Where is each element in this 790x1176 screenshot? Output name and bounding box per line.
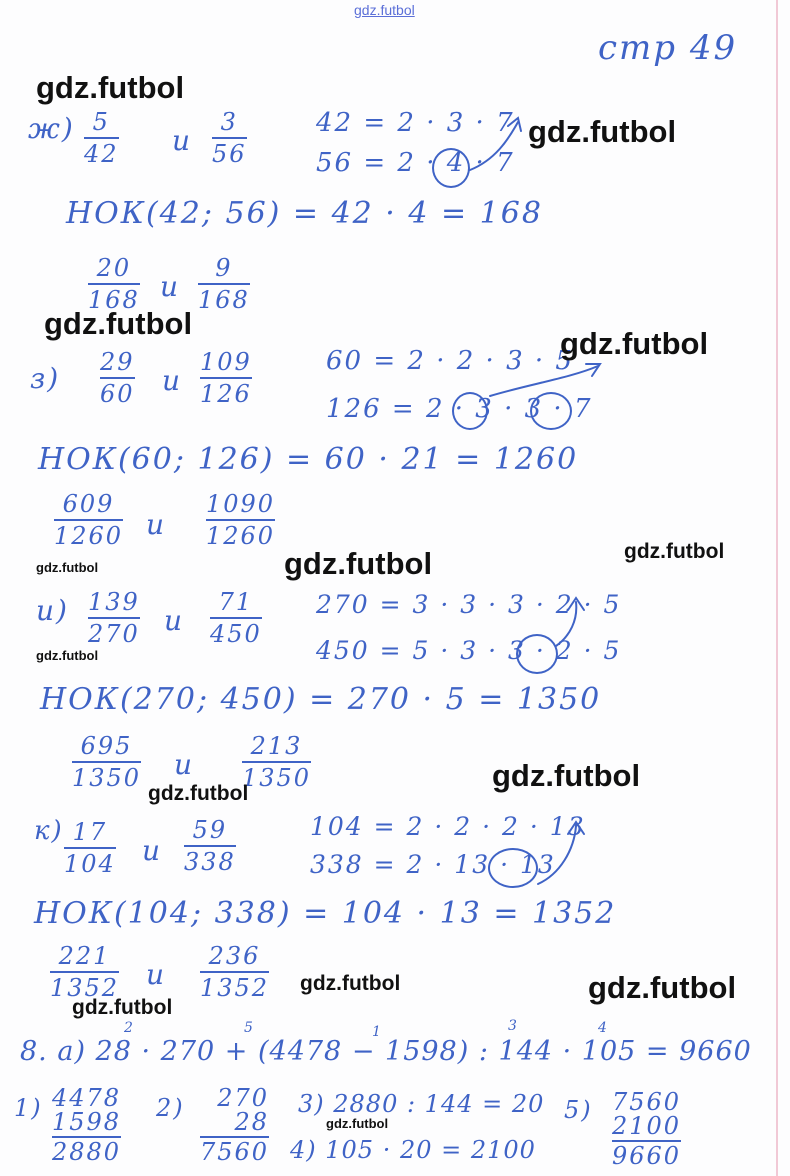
watermark: gdz.futbol	[148, 782, 249, 805]
watermark: gdz.futbol	[72, 996, 173, 1019]
numerator: 3	[220, 108, 238, 136]
multiplier: 28	[234, 1108, 270, 1136]
page-label: стр 49	[598, 28, 738, 68]
joiner: и	[146, 958, 167, 991]
watermark: gdz.futbol	[560, 326, 709, 361]
denominator: 450	[210, 620, 262, 648]
denominator: 168	[88, 286, 140, 314]
watermark: gdz.futbol	[36, 70, 185, 105]
numerator: 109	[200, 348, 252, 376]
numerator: 59	[192, 816, 228, 844]
lcm-line: НОК(42; 56) = 42 · 4 = 168	[66, 196, 543, 231]
arrow	[490, 366, 598, 396]
numerator: 236	[208, 942, 261, 970]
numerator: 1090	[206, 490, 276, 518]
denominator: 1350	[242, 764, 312, 792]
problem-letter: и)	[36, 594, 69, 627]
denominator: 1352	[50, 974, 120, 1002]
numerator: 20	[96, 254, 132, 282]
numerator: 221	[58, 942, 111, 970]
watermark: gdz.futbol	[624, 540, 725, 563]
joiner: и	[172, 124, 193, 157]
joiner: и	[164, 604, 185, 637]
lcm-line: НОК(60; 126) = 60 · 21 = 1260	[38, 442, 579, 477]
watermark: gdz.futbol	[284, 546, 433, 581]
step-label: 2)	[156, 1094, 185, 1122]
denominator: 56	[212, 140, 247, 168]
multiplicand: 270	[217, 1084, 270, 1112]
joiner: и	[162, 364, 183, 397]
order-mark: 4	[598, 1020, 609, 1036]
sum: 9660	[612, 1142, 682, 1170]
denominator: 1350	[72, 764, 142, 792]
arrow	[556, 602, 576, 646]
watermark: gdz.futbol	[326, 1116, 389, 1131]
denominator: 1260	[206, 522, 276, 550]
denominator: 1260	[54, 522, 124, 550]
arrow	[470, 122, 518, 170]
step-label: 5)	[564, 1096, 593, 1124]
joiner: и	[160, 270, 181, 303]
addend: 7560	[612, 1088, 682, 1116]
denominator: 338	[184, 848, 236, 876]
joiner: и	[174, 748, 195, 781]
step-3: 3) 2880 : 144 = 20	[298, 1090, 545, 1118]
numerator: 5	[92, 108, 110, 136]
order-mark: 3	[508, 1018, 519, 1034]
numerator: 71	[218, 588, 254, 616]
watermark: gdz.futbol	[44, 306, 193, 341]
denominator: 42	[84, 140, 119, 168]
watermark: gdz.futbol	[492, 758, 641, 793]
minuend: 4478	[52, 1084, 122, 1112]
numerator: 139	[88, 588, 140, 616]
factorization: 270 = 3 · 3 · 3 · 2 · 5	[316, 590, 622, 619]
denominator: 1352	[200, 974, 270, 1002]
problem-letter: к)	[34, 816, 64, 846]
watermark: gdz.futbol	[300, 972, 401, 995]
numerator: 29	[100, 348, 135, 376]
factorization: 450 = 5 · 3 · 3 · 2 · 5	[316, 636, 622, 665]
numerator: 213	[250, 732, 303, 760]
step-4: 4) 105 · 20 = 2100	[290, 1136, 536, 1164]
arrow	[538, 826, 576, 884]
denominator: 126	[200, 380, 252, 408]
factorization: 338 = 2 · 13 · 13	[310, 850, 556, 879]
denominator: 60	[100, 380, 135, 408]
order-mark: 1	[372, 1024, 383, 1040]
denominator: 104	[64, 850, 116, 878]
denominator: 168	[198, 286, 250, 314]
factorization: 56 = 2 · 4 · 7	[316, 148, 515, 178]
denominator: 270	[88, 620, 140, 648]
difference: 2880	[52, 1138, 122, 1166]
factorization: 126 = 2 · 3 · 3 · 7	[326, 394, 593, 424]
watermark: gdz.futbol	[36, 560, 99, 575]
numerator: 695	[80, 732, 133, 760]
numerator: 17	[72, 818, 108, 846]
watermark: gdz.futbol	[528, 114, 677, 149]
task8-expression: 8. а) 28 · 270 + (4478 − 1598) : 144 · 105 = 9660	[20, 1036, 752, 1067]
factorization: 60 = 2 · 2 · 3 · 5	[326, 346, 574, 376]
lcm-line: НОК(104; 338) = 104 · 13 = 1352	[34, 896, 617, 931]
addend: 2100	[612, 1112, 682, 1140]
watermark: gdz.futbol	[588, 970, 737, 1005]
factorization: 42 = 2 · 3 · 7	[316, 108, 515, 138]
numerator: 9	[215, 254, 233, 282]
product: 7560	[200, 1138, 270, 1166]
watermark: gdz.futbol	[36, 648, 99, 663]
step-label: 1)	[14, 1094, 43, 1122]
numerator: 609	[62, 490, 115, 518]
order-mark: 2	[124, 1020, 135, 1036]
joiner: и	[146, 508, 167, 541]
watermark-top: gdz.futbol	[354, 2, 415, 18]
factorization: 104 = 2 · 2 · 2 · 13	[310, 812, 586, 841]
lcm-line: НОК(270; 450) = 270 · 5 = 1350	[40, 682, 602, 717]
joiner: и	[142, 834, 163, 867]
order-mark: 5	[244, 1020, 255, 1036]
problem-letter: ж)	[28, 112, 75, 145]
problem-letter: з)	[30, 362, 61, 395]
subtrahend: 1598	[52, 1108, 122, 1136]
